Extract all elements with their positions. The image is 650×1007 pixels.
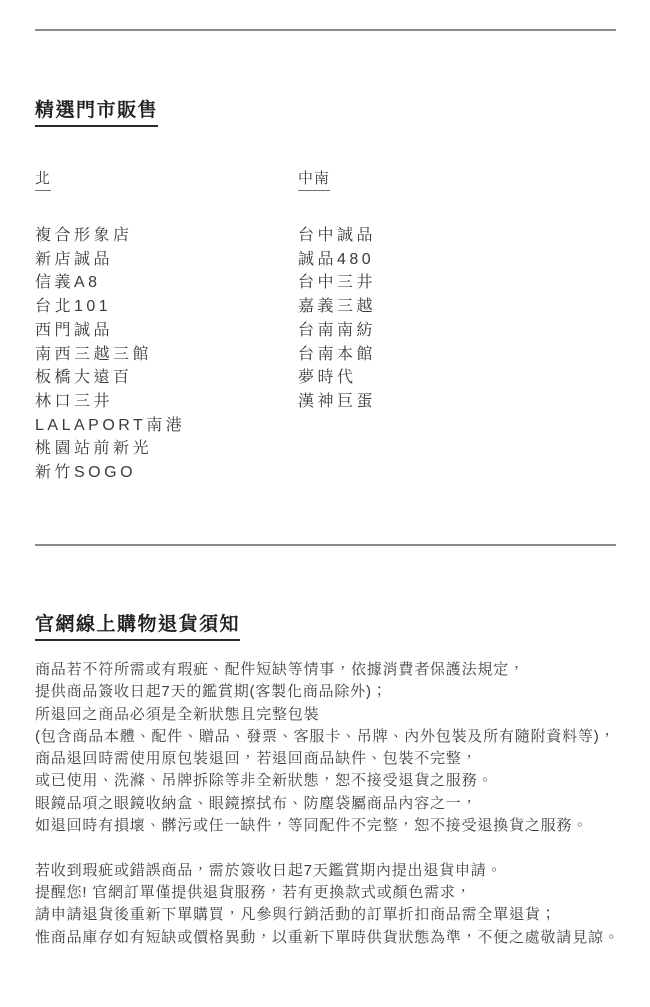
store-list-item: 林口三井 — [35, 392, 114, 410]
store-list-item: 台南南紡 — [298, 321, 377, 339]
store-column-north — [35, 170, 185, 485]
store-list-item: 桃園站前新光 — [35, 440, 153, 458]
returns-policy-paragraph-1 — [35, 659, 635, 837]
store-list-item: 信義A8 — [35, 274, 101, 292]
store-list-item: 嘉義三越 — [298, 298, 377, 316]
policy-line: 提醒您! 官網訂單僅提供退貨服務，若有更換款式或顏色需求， — [35, 883, 472, 901]
policy-line: (包含商品本體、配件、贈品、發票、客服卡、吊牌、內外包裝及所有隨附資料等)， — [35, 727, 616, 745]
policy-line: 請申請退貨後重新下單購買，凡參與行銷活動的訂單折扣商品需全單退貨； — [35, 906, 557, 924]
policy-line: 若收到瑕疵或錯誤商品，需於簽收日起7天鑑賞期內提出退貨申請。 — [35, 861, 503, 879]
store-column-central-south — [298, 170, 376, 414]
policy-line: 所退回之商品必須是全新狀態且完整包裝 — [35, 705, 320, 723]
top-divider — [35, 29, 616, 31]
returns-policy — [35, 659, 635, 949]
store-list-item: 複合形象店 — [35, 227, 133, 244]
store-list-item: 西門誠品 — [35, 321, 114, 339]
store-section-title — [35, 99, 158, 127]
returns-policy-paragraph-2 — [35, 860, 635, 949]
store-column-central-south-header: 中南 — [298, 170, 330, 191]
store-list-item: 夢時代 — [298, 369, 357, 387]
policy-line: 或已使用、洗滌、吊牌拆除等非全新狀態，恕不接受退貨之服務。 — [35, 772, 494, 790]
store-list-item: 漢神巨蛋 — [298, 392, 377, 410]
policy-line: 商品若不符所需或有瑕疵、配件短缺等情事，依據消費者保護法規定， — [35, 661, 525, 678]
store-list-item: 台中誠品 — [298, 227, 377, 244]
store-list-item: 新店誠品 — [35, 250, 114, 268]
policy-line: 如退回時有損壞、髒污或任一缺件，等同配件不完整，恕不接受退換貨之服務。 — [35, 817, 589, 835]
policy-line: 惟商品庫存如有短缺或價格異動，以重新下單時供貨狀態為準，不便之處敬請見諒。 — [35, 928, 620, 946]
policy-line: 商品退回時需使用原包裝退回，若退回商品缺件、包裝不完整， — [35, 750, 478, 768]
store-list-item: 台中三井 — [298, 274, 377, 292]
store-column-north-header: 北 — [35, 170, 51, 191]
returns-section-title-text: 官網線上購物退貨須知 — [35, 613, 240, 641]
section-divider — [35, 544, 616, 546]
store-list-item: 新竹SOGO — [35, 464, 137, 482]
store-list-item: 台南本館 — [298, 345, 377, 363]
store-list-north — [35, 224, 185, 485]
returns-section-title — [35, 613, 240, 641]
store-list-item: 台北101 — [35, 298, 112, 316]
policy-line: 眼鏡品項之眼鏡收納盒、眼鏡擦拭布、防塵袋屬商品內容之一， — [35, 794, 478, 812]
policy-line: 提供商品簽收日起7天的鑑賞期(客製化商品除外)； — [35, 683, 388, 701]
store-list-central-south — [298, 224, 376, 414]
store-list-item: 板橋大遠百 — [35, 369, 133, 387]
store-list-item: LALAPORT南港 — [35, 416, 186, 434]
store-section-title-text: 精選門市販售 — [35, 99, 158, 127]
store-list-item: 南西三越三館 — [35, 345, 153, 363]
store-list-item: 誠品480 — [298, 250, 375, 268]
